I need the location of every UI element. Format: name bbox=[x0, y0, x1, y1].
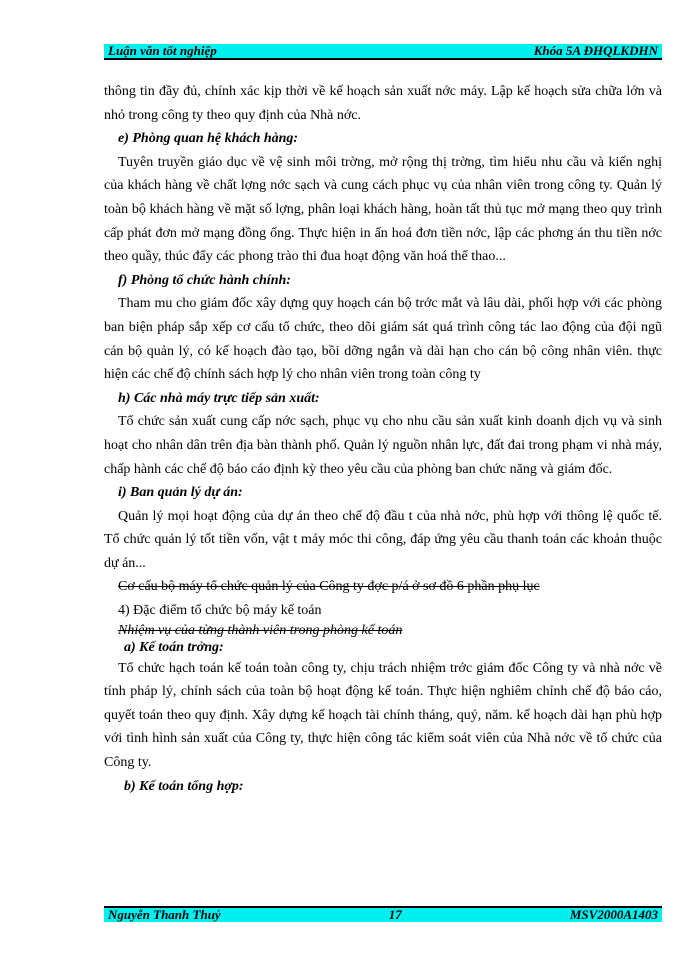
footer-student-code: MSV2000A1403 bbox=[569, 907, 658, 922]
page-body bbox=[104, 80, 662, 798]
heading-customer-relations: e) Phòng quan hệ khách hàng: bbox=[118, 131, 299, 147]
page-header bbox=[104, 44, 662, 60]
page-footer bbox=[104, 906, 662, 922]
heading-admin: f) Phòng tổ chức hành chính: bbox=[118, 272, 291, 288]
subheading-accounting-duties: Nhiệm vụ của từng thành viên trong phòng kế toán bbox=[118, 622, 403, 638]
paragraph-factories: Tổ chức sản xuất cung cấp nớc sạch, phục vụ cho nhu cầu sản xuất kinh doanh dịch vụ và sinh hoạt cho nhân dân trên địa bàn thành phố. Quản lý nguồn nhân lực, đất đai trong phạm vi nhà máy, chấp hành các chế độ báo cáo định kỳ theo yêu cầu của phòng ban chức năng và giám đốc. bbox=[104, 414, 662, 477]
heading-factories: h) Các nhà máy trực tiếp sản xuất: bbox=[118, 390, 320, 406]
header-right-text: Khóa 5A ĐHQLKDHN bbox=[533, 43, 658, 58]
paragraph-customer-relations: Tuyên truyền giáo dục về vệ sinh môi trờng, mở rộng thị trờng, tìm hiểu nhu cầu và kiến nghị của khách hàng về chất lợng nớc sạch và cung cách phục vụ của nhân viên trong công ty. Quản lý toàn bộ khách hàng về mặt số lợng, phân loại khách hàng, hoàn tất thủ tục mở mạng theo quy trình cấp phát đơn mở mạng đồng ống. Thực hiện in ấn hoá đơn tiền nớc, lập các phơng án thu tiền nớc theo quầy, thúc đẩy các phong trào thi đua hoạt động văn hoá thể thao... bbox=[104, 154, 662, 265]
heading-general-accountant: b) Kế toán tổng hợp: bbox=[124, 778, 244, 794]
footer-page-number: 17 bbox=[388, 907, 402, 922]
footer-author: Nguyễn Thanh Thuỷ bbox=[108, 907, 221, 922]
section-accounting-structure: 4) Đặc điểm tổ chức bộ máy kế toán bbox=[118, 603, 322, 619]
paragraph-intro: thông tin đầy đủ, chính xác kịp thời về kế hoạch sản xuất nớc máy. Lập kế hoạch sửa chữa lớn và nhỏ trong công ty theo quy định của Nhà nớc. bbox=[104, 84, 662, 123]
header-left-text: Luận văn tốt nghiệp bbox=[108, 43, 217, 58]
heading-chief-accountant: a) Kế toán trởng: bbox=[124, 639, 224, 655]
paragraph-admin: Tham mu cho giám đốc xây dựng quy hoạch cán bộ trớc mắt và lâu dài, phối hợp với các phòng ban biện pháp sắp xếp cơ cấu tổ chức, theo dõi giám sát quá trình công tác lao động của đội ngũ cán bộ quản lý, có kế hoạch đào tạo, bồi dỡng ngắn và dài hạn cho cán bộ công nhân viên. thực hiện các chế độ chính sách hợp lý cho nhân viên trong toàn công ty bbox=[104, 296, 662, 383]
note-org-structure: Cơ cấu bộ máy tổ chức quản lý của Công ty đợc p/á ở sơ đồ 6 phần phụ lục bbox=[118, 579, 540, 595]
heading-project-board: i) Ban quản lý dự án: bbox=[118, 485, 243, 501]
paragraph-project-board: Quản lý mọi hoạt động của dự án theo chế độ đầu t của nhà nớc, phù hợp với thông lệ quốc tế. Tổ chức quản lý tốt tiền vốn, vật t máy móc thi công, đáp ứng yêu cầu thanh toán các khoản thuộc dự án... bbox=[104, 508, 662, 571]
paragraph-chief-accountant: Tổ chức hạch toán kế toán toàn công ty, chịu trách nhiệm trớc giám đốc Công ty và nhà nớc về tính pháp lý, chính sách của toàn bộ hoạt động kế toán. Thực hiện nghiêm chỉnh chế độ báo cáo, quyết toán theo quy định. Xây dựng kế hoạch tài chính tháng, quý, năm. kế hoạch dài hạn phù hợp với tình hình sản xuất của Công ty, thực hiện công tác kiểm soát viên của Nhà nớc về tổ chức của Công ty. bbox=[104, 660, 662, 771]
